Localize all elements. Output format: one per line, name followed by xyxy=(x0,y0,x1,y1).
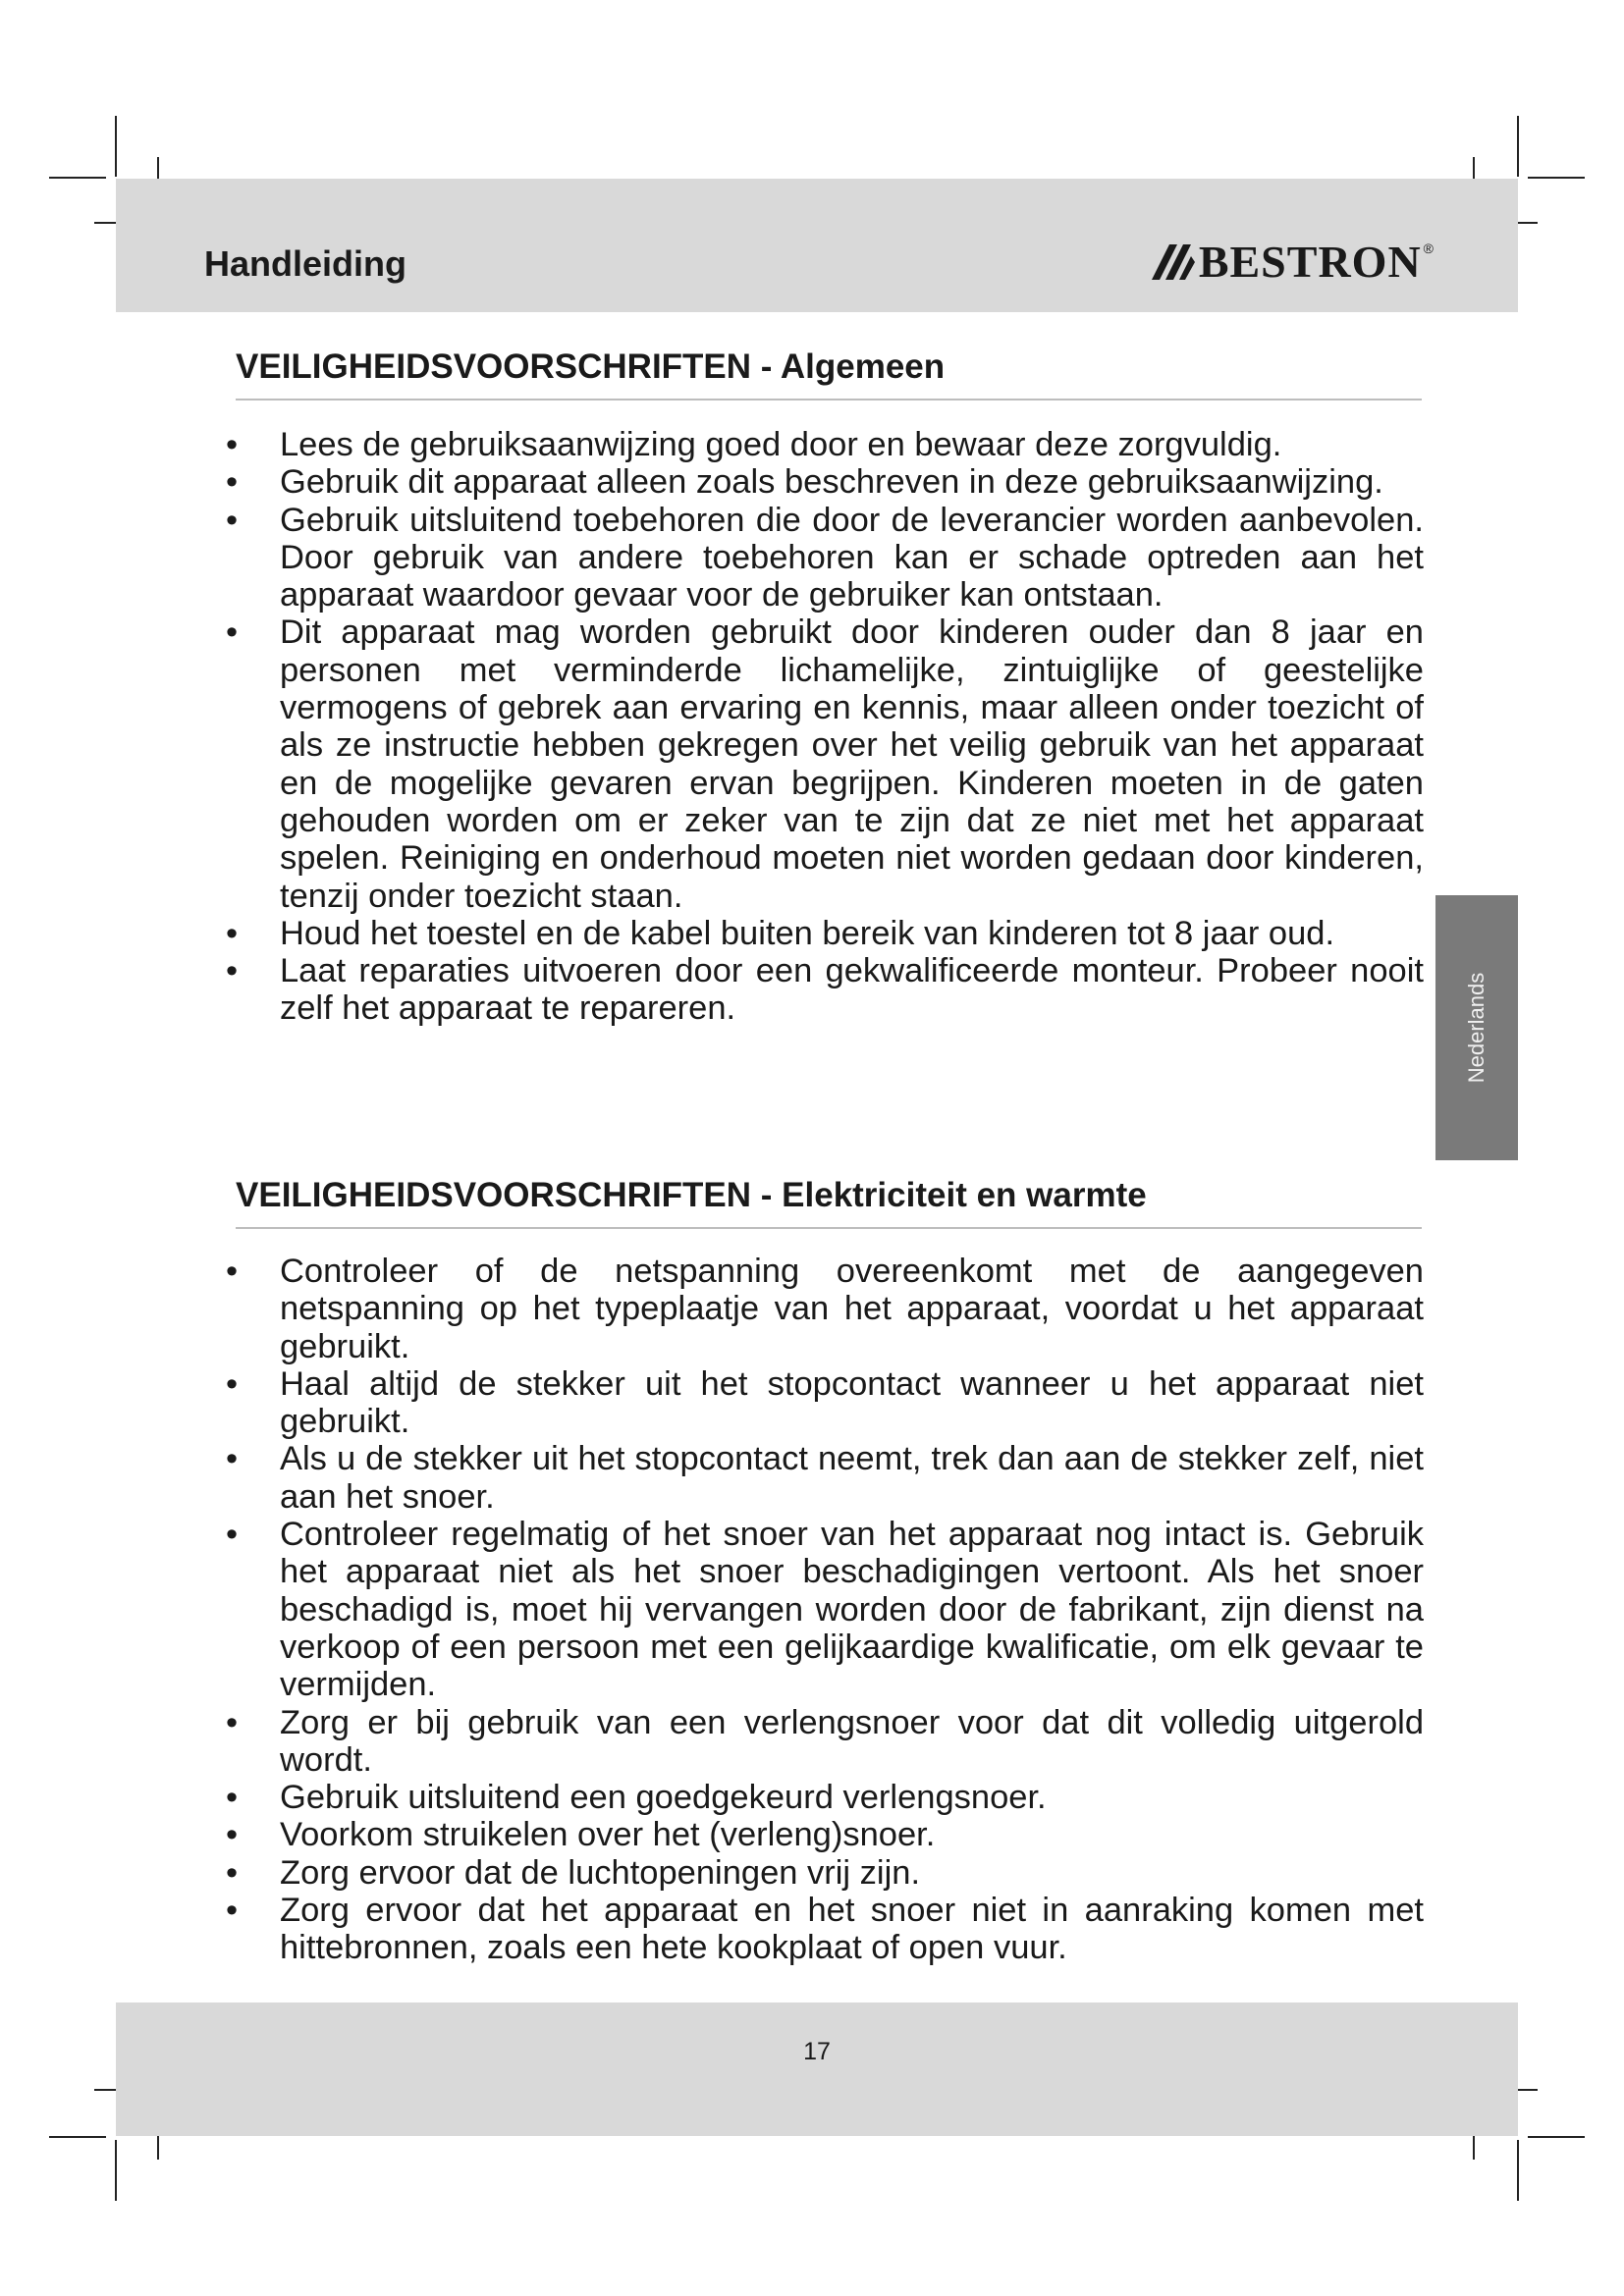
section-heading-electricity: VEILIGHEIDSVOORSCHRIFTEN - Elektriciteit en warmte xyxy=(236,1176,1422,1229)
list-item: • Gebruik dit apparaat alleen zoals beschreven in deze gebruiksaanwijzing. xyxy=(226,463,1383,502)
bullet: • xyxy=(226,1816,239,1854)
bullet: • xyxy=(226,1892,239,1930)
list-item: • Gebruik uitsluitend een goedgekeurd verlengsnoer. xyxy=(226,1779,1047,1817)
language-tab xyxy=(1435,895,1518,1160)
page-header xyxy=(116,179,1518,312)
bullet: • xyxy=(226,426,239,463)
page-number: 17 xyxy=(803,2038,831,2065)
list-item: • Lees de gebruiksaanwijzing goed door en bewaar deze zorgvuldig. xyxy=(226,426,1282,463)
bullet: • xyxy=(226,1779,239,1817)
crop-mark xyxy=(1517,2140,1519,2201)
bullet: • xyxy=(226,463,239,502)
bullet: • xyxy=(226,1516,239,1554)
bullet: • xyxy=(226,1703,239,1741)
list-item: • Controleer of de netspanning overeenkomt met de aangegeven netspanning op het typeplaatje van het apparaat, voordat u het apparaat gebruikt. xyxy=(226,1253,1424,1365)
crop-mark xyxy=(115,116,117,177)
bullet: • xyxy=(226,1364,239,1403)
chevron-logo-icon xyxy=(1150,240,1199,284)
list-item: • Houd het toestel en de kabel buiten bereik van kinderen tot 8 jaar oud. xyxy=(226,914,1335,952)
language-tab-label: Nederlands xyxy=(1464,972,1489,1084)
list-item: • Gebruik uitsluitend toebehoren die door de leverancier worden aanbevolen. Door gebruik van andere toebehoren kan er schade optreden aan het apparaat waardoor gevaar voor de gebruiker kan ontstaan. xyxy=(226,501,1424,614)
list-item: • Laat reparaties uitvoeren door een gekwalificeerde monteur. Probeer nooit zelf het apparaat te repareren. xyxy=(226,952,1424,1028)
bullet: • xyxy=(226,1440,239,1478)
crop-mark xyxy=(1517,116,1519,177)
list-item: • Dit apparaat mag worden gebruikt door kinderen ouder dan 8 jaar en personen met verminderde lichamelijke, zintuiglijke of geestelijke vermogens of gebrek aan ervaring en kennis, maar alleen onder toezicht of als ze instructie hebben gekregen over het veilig gebruik van het apparaat en de mogelijke gevaren ervan begrijpen. Kinderen moeten in de gaten gehouden worden om er zeker van te zijn dat ze niet met het apparaat spelen. Reiniging en onderhoud moeten niet worden gedaan door kinderen, tenzij onder toezicht staan. xyxy=(226,614,1424,915)
section-heading-general: VEILIGHEIDSVOORSCHRIFTEN - Algemeen xyxy=(236,347,1422,400)
list-item: • Haal altijd de stekker uit het stopcontact wanneer u het apparaat niet gebruikt. xyxy=(226,1364,1424,1441)
bullet: • xyxy=(226,614,239,652)
bullet: • xyxy=(226,1253,239,1290)
bullet: • xyxy=(226,914,239,952)
bullet: • xyxy=(226,501,239,539)
registered-mark: ® xyxy=(1423,240,1434,256)
bullet: • xyxy=(226,1853,239,1892)
crop-mark xyxy=(115,2140,117,2201)
page-footer xyxy=(116,2002,1518,2136)
electricity-safety-list xyxy=(226,1253,1424,1967)
list-item: • Zorg ervoor dat het apparaat en het snoer niet in aanraking komen met hittebronnen, zoals een hete kookplaat of open vuur. xyxy=(226,1892,1424,1967)
crop-mark xyxy=(1528,2136,1585,2138)
list-item: • Zorg er bij gebruik van een verlengsnoer voor dat dit volledig uitgerold wordt. xyxy=(226,1703,1424,1779)
crop-mark xyxy=(49,2136,106,2138)
brand-name: BESTRON xyxy=(1198,237,1422,287)
list-item: • Voorkom struikelen over het (verleng)snoer. xyxy=(226,1816,936,1854)
list-item: • Controleer regelmatig of het snoer van het apparaat nog intact is. Gebruik het apparaat niet als het snoer beschadigingen vertoont. Als het snoer beschadigd is, moet hij vervangen worden door de fabrikant, zijn dienst na verkoop of een persoon met een gelijkaardige kwalificatie, om elk gevaar te vermijden. xyxy=(226,1516,1424,1704)
list-item: • Zorg ervoor dat de luchtopeningen vrij zijn. xyxy=(226,1853,921,1892)
crop-mark xyxy=(1528,177,1585,179)
brand-logo xyxy=(1150,236,1434,288)
bullet: • xyxy=(226,952,239,990)
list-item: • Als u de stekker uit het stopcontact neemt, trek dan aan de stekker zelf, niet aan het snoer. xyxy=(226,1440,1424,1516)
page-title: Handleiding xyxy=(204,243,406,284)
crop-mark xyxy=(49,177,106,179)
general-safety-list xyxy=(226,426,1424,1028)
